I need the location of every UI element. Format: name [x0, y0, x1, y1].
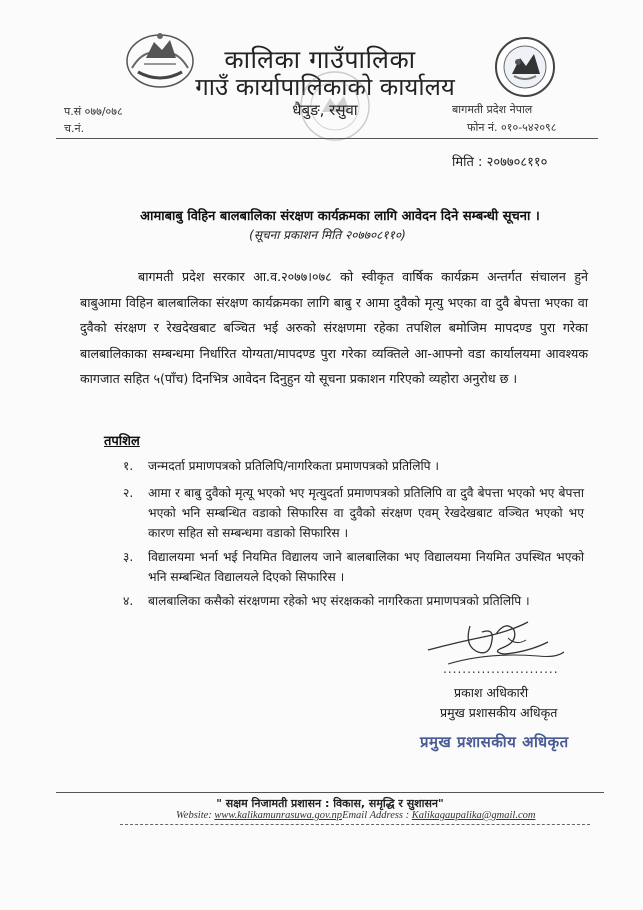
office-location: धैबुङ, रसुवा: [292, 101, 358, 119]
list-item: [123, 456, 584, 476]
footer-divider: [56, 792, 604, 793]
list-item: [123, 591, 584, 611]
list-item: [123, 483, 584, 543]
email-label: Email Address :: [342, 810, 412, 821]
website-link[interactable]: www.kalikamunrasuwa.gov.np: [214, 810, 343, 821]
list-item-text: आमा र बाबु दुवैको मृत्यू भएको भए मृत्युदर्ता प्रमाणपत्रको प्रतिलिपि वा दुवै बेपत्ता भएको भए बेपत्ता भएको भनि सम्बन्धित वडाको सिफारिस वा दुवैको संरक्षण एवम् रेखदेखबाट वञ्चित भएको भए कारण सहित सो सम्बन्धमा वडाको सिफारिस ।: [148, 486, 584, 540]
province-name: बागमती प्रदेश नेपाल: [452, 103, 533, 116]
signature-line: ........................: [443, 662, 559, 676]
list-item-number: २.: [123, 486, 134, 500]
phone-number: फोन नं. ०१०-५४२०९८: [467, 121, 557, 134]
signer-title: प्रमुख प्रशासकीय अधिकृत: [440, 705, 558, 720]
notice-title: आमाबाबु विहिन बालबालिका संरक्षण कार्यक्रमका लागि आवेदन दिने सम्बन्धी सूचना ।: [140, 209, 540, 224]
list-item-text: बालबालिका कसैको संरक्षणमा रहेको भए संरक्षकको नागरिकता प्रमाणपत्रको प्रतिलिपि ।: [148, 594, 530, 608]
notice-body: बागमती प्रदेश सरकार आ.व.२०७७।०७८ को स्वीकृत वार्षिक कार्यक्रम अन्तर्गत संचालन हुने बाबुआमा विहिन बालबालिका संरक्षण कार्यक्रमका लागि बाबु र आमा दुवैको मृत्यु भएका वा दुवै बेपत्ता भएका वा दुवैको संरक्षण र रेखदेखबाट बञ्चित भई अरुको संरक्षणमा रहेका तपशिल बमोजिम मापदण्ड पुरा गरेका बालबालिकाका सम्बन्धमा निर्धारित योग्यता/मापदण्ड पुरा गरेका व्यक्तिले आ-आफ्नो वडा कार्यालयमा आवश्यक कागजात सहित ५(पाँच) दिनभित्र आवेदन दिनुहुन यो सूचना प्रकाशन गरिएको व्यहोरा अनुरोध छ ।: [80, 269, 588, 386]
office-subtitle: गाउँ कार्यापालिकाको कार्यालय: [195, 73, 455, 101]
list-item-number: १.: [123, 459, 134, 473]
list-item-number: ४.: [123, 594, 134, 608]
notice-subtitle: (सूचना प्रकाशन मिति २०७७०८११०): [249, 228, 406, 242]
header-divider: [56, 138, 598, 139]
footer-motto: " सक्षम निजामती प्रशासन : विकास, समृद्धि र सुशासन": [216, 797, 444, 810]
dispatch-number: च.नं.: [64, 122, 85, 135]
list-item: [123, 547, 584, 587]
reference-number: प.सं ०७७/०७८: [64, 105, 123, 118]
office-name: कालिका गाउँपालिका: [224, 45, 416, 74]
province-logo-icon: [494, 36, 556, 98]
footer-contact: [176, 810, 535, 821]
footer-bottom-divider: [120, 824, 590, 825]
website-label: Website:: [176, 810, 215, 821]
signer-name: प्रकाश अधिकारी: [454, 685, 529, 700]
email-link[interactable]: Kalikagaupalika@gmail.com: [411, 810, 536, 821]
list-item-text: विद्यालयमा भर्ना भई नियमित विद्यालय जाने बालबालिका भए विद्यालयमा नियमित उपस्थित भएको भनि सम्बन्धित विद्यालयले दिएको सिफारिस ।: [148, 550, 584, 584]
notice-date: मिति : २०७७०८११०: [452, 155, 548, 170]
official-stamp: प्रमुख प्रशासकीय अधिकृत: [420, 733, 569, 751]
list-item-text: जन्मदर्ता प्रमाणपत्रको प्रतिलिपि/नागरिकता प्रमाणपत्रको प्रतिलिपि ।: [148, 459, 440, 473]
details-heading: तपशिल: [104, 434, 140, 449]
list-item-number: ३.: [123, 550, 134, 564]
